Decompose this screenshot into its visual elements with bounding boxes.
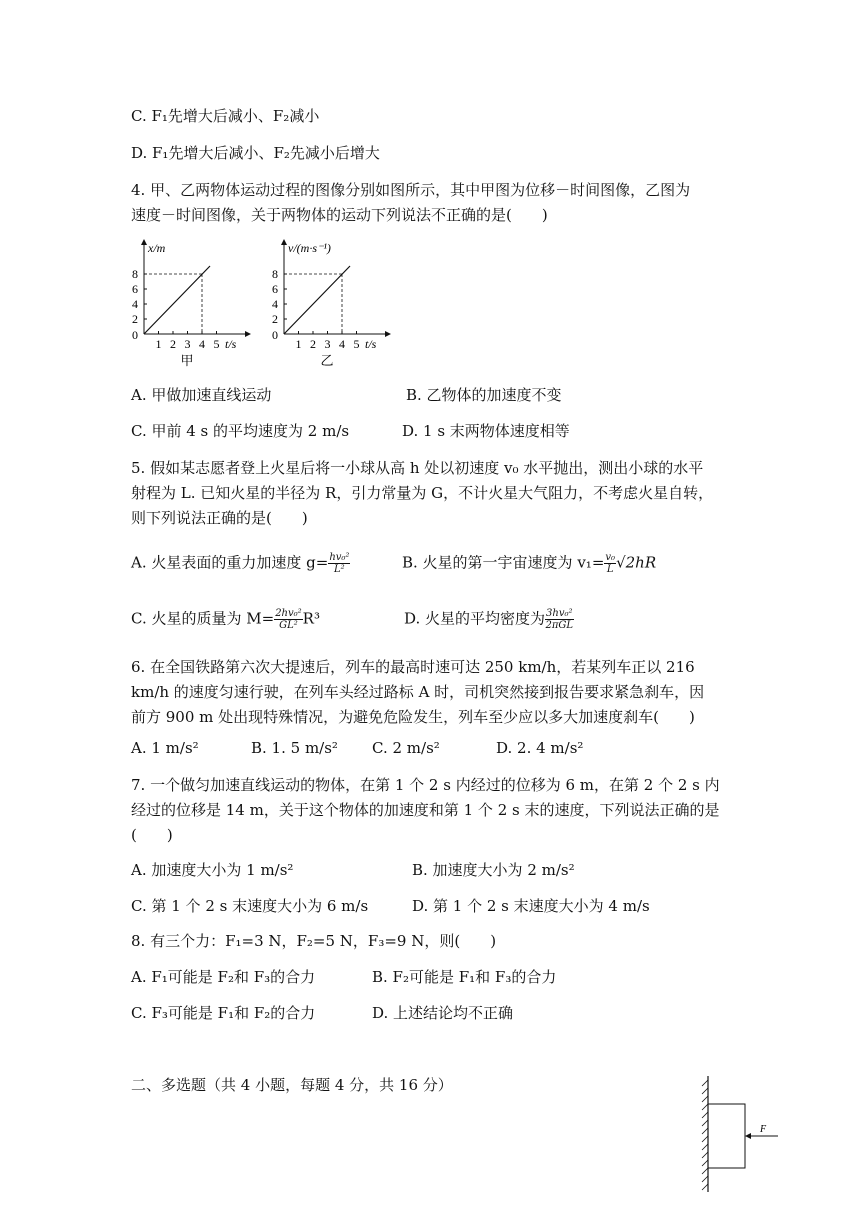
fraction-numerator: 3hv₀² bbox=[546, 608, 573, 619]
q4-option-d: D. 1 s 末两物体速度相等 bbox=[402, 422, 570, 440]
x-tick: 3 bbox=[184, 337, 191, 351]
graph-yi bbox=[268, 238, 398, 374]
q7-stem-line1: 7. 一个做匀加速直线运动的物体，在第 1 个 2 s 内经过的位移为 6 m，在第 2 个 2 s 内 bbox=[131, 776, 720, 794]
q4-option-b: B. 乙物体的加速度不变 bbox=[406, 386, 562, 404]
y-tick: 8 bbox=[272, 267, 278, 281]
q4-option-a: A. 甲做加速直线运动 bbox=[131, 386, 272, 404]
fraction bbox=[274, 608, 302, 631]
y-axis-label: x/m bbox=[148, 241, 166, 255]
q4-stem-line2: 速度－时间图像，关于两物体的运动下列说法不正确的是( ) bbox=[131, 206, 548, 224]
q6-stem-line3: 前方 900 m 处出现特殊情况，为避免危险发生，列车至少应以多大加速度刹车( ) bbox=[131, 708, 695, 726]
r-cubed: R³ bbox=[302, 609, 320, 628]
y-tick: 2 bbox=[132, 312, 138, 326]
y-tick: 8 bbox=[132, 267, 138, 281]
y-axis-label: v/(m·s⁻¹) bbox=[288, 241, 331, 255]
x-tick: 2 bbox=[310, 337, 316, 351]
q5-option-d-text: D. 火星的平均密度为 bbox=[404, 609, 546, 628]
section-2-title: 二、多选题（共 4 小题，每题 4 分，共 16 分） bbox=[131, 1076, 453, 1094]
q7-stem-line2: 经过的位移是 14 m，关于这个物体的加速度和第 1 个 2 s 末的速度，下列说法正确的是 bbox=[131, 801, 720, 819]
y-tick: 4 bbox=[272, 297, 278, 311]
x-tick: 2 bbox=[170, 337, 176, 351]
q6-option-c: C. 2 m/s² bbox=[372, 739, 440, 757]
q6-stem-line2: km/h 的速度匀速行驶，在列车头经过路标 A 时，司机突然接到报告要求紧急刹车，因 bbox=[131, 683, 705, 701]
fraction bbox=[604, 552, 616, 575]
q5-option-d bbox=[404, 608, 574, 631]
data-line bbox=[284, 266, 350, 334]
fraction-denominator: 2πGL bbox=[545, 620, 574, 631]
q5-option-c bbox=[131, 608, 320, 631]
y-tick: 4 bbox=[132, 297, 138, 311]
fraction-numerator: 2hv₀² bbox=[275, 608, 302, 619]
q4-option-c: C. 甲前 4 s 的平均速度为 2 m/s bbox=[131, 422, 350, 440]
fraction-numerator: hv₀² bbox=[329, 552, 350, 563]
wall-hatching bbox=[702, 1080, 708, 1190]
graph-caption: 乙 bbox=[320, 353, 334, 368]
q5-option-b-text: B. 火星的第一宇宙速度为 v₁= bbox=[402, 553, 605, 572]
q8-stem: 8. 有三个力：F₁=3 N，F₂=5 N，F₃=9 N，则( ) bbox=[131, 932, 497, 950]
q5-stem-line3: 则下列说法正确的是( ) bbox=[131, 509, 308, 527]
force-arrowhead bbox=[745, 1133, 751, 1139]
x-tick: 5 bbox=[213, 337, 220, 351]
graph-jia bbox=[128, 238, 258, 374]
data-line bbox=[144, 266, 210, 334]
q6-option-b: B. 1. 5 m/s² bbox=[251, 739, 338, 757]
q6-option-a: A. 1 m/s² bbox=[131, 739, 199, 757]
fraction-numerator: v₀ bbox=[605, 552, 616, 563]
q5-stem-line2: 射程为 L. 已知火星的半径为 R，引力常量为 G，不计火星大气阻力，不考虑火星自转， bbox=[131, 484, 714, 502]
y-tick: 0 bbox=[272, 328, 278, 342]
q7-option-c: C. 第 1 个 2 s 末速度大小为 6 m/s bbox=[131, 897, 369, 915]
q7-option-a: A. 加速度大小为 1 m/s² bbox=[131, 861, 294, 879]
x-axis-label: t/s bbox=[365, 337, 377, 351]
graph-caption: 甲 bbox=[180, 353, 194, 368]
x-tick: 1 bbox=[295, 337, 302, 351]
q8-option-a: A. F₁可能是 F₂和 F₃的合力 bbox=[131, 968, 316, 986]
block bbox=[708, 1104, 745, 1168]
q3-option-d: D. F₁先增大后减小、F₂先减小后增大 bbox=[131, 144, 380, 162]
q8-option-b: B. F₂可能是 F₁和 F₃的合力 bbox=[372, 968, 557, 986]
y-tick: 0 bbox=[132, 328, 138, 342]
fraction-denominator: GL² bbox=[279, 620, 298, 631]
x-tick: 3 bbox=[324, 337, 331, 351]
q8-option-d: D. 上述结论均不正确 bbox=[372, 1004, 514, 1022]
y-tick: 2 bbox=[272, 312, 278, 326]
q3-option-c: C. F₁先增大后减小、F₂减小 bbox=[131, 107, 320, 125]
q5-option-a-text: A. 火星表面的重力加速度 g= bbox=[131, 553, 329, 572]
x-axis-label: t/s bbox=[225, 337, 237, 351]
radical: √2hR bbox=[616, 553, 657, 572]
q6-option-d: D. 2. 4 m/s² bbox=[496, 739, 584, 757]
q5-option-a bbox=[131, 552, 350, 575]
q4-stem-line1: 4. 甲、乙两物体运动过程的图像分别如图所示，其中甲图为位移－时间图像，乙图为 bbox=[131, 181, 691, 199]
y-tick: 6 bbox=[132, 282, 138, 296]
q8-option-c: C. F₃可能是 F₁和 F₂的合力 bbox=[131, 1004, 316, 1022]
q7-option-d: D. 第 1 个 2 s 末速度大小为 4 m/s bbox=[412, 897, 650, 915]
fraction bbox=[545, 608, 573, 631]
q5-option-b bbox=[402, 552, 656, 575]
x-tick: 4 bbox=[199, 337, 205, 351]
q5-option-c-text: C. 火星的质量为 M= bbox=[131, 609, 275, 628]
q7-stem-line3: ( ) bbox=[131, 826, 173, 844]
fraction-denominator: L² bbox=[334, 564, 345, 575]
q7-option-b: B. 加速度大小为 2 m/s² bbox=[412, 861, 575, 879]
fraction-denominator: L bbox=[606, 564, 614, 575]
x-tick: 4 bbox=[339, 337, 345, 351]
x-tick: 5 bbox=[353, 337, 360, 351]
fraction bbox=[328, 552, 350, 575]
q5-stem-line1: 5. 假如某志愿者登上火星后将一小球从高 h 处以初速度 v₀ 水平抛出，测出小球的水平 bbox=[131, 459, 704, 477]
q6-stem-line1: 6. 在全国铁路第六次大提速后，列车的最高时速可达 250 km/h，若某列车正以 216 bbox=[131, 658, 695, 676]
force-label: F bbox=[760, 1124, 767, 1135]
y-tick: 6 bbox=[272, 282, 278, 296]
wall-block-figure bbox=[698, 1074, 788, 1200]
x-tick: 1 bbox=[155, 337, 162, 351]
